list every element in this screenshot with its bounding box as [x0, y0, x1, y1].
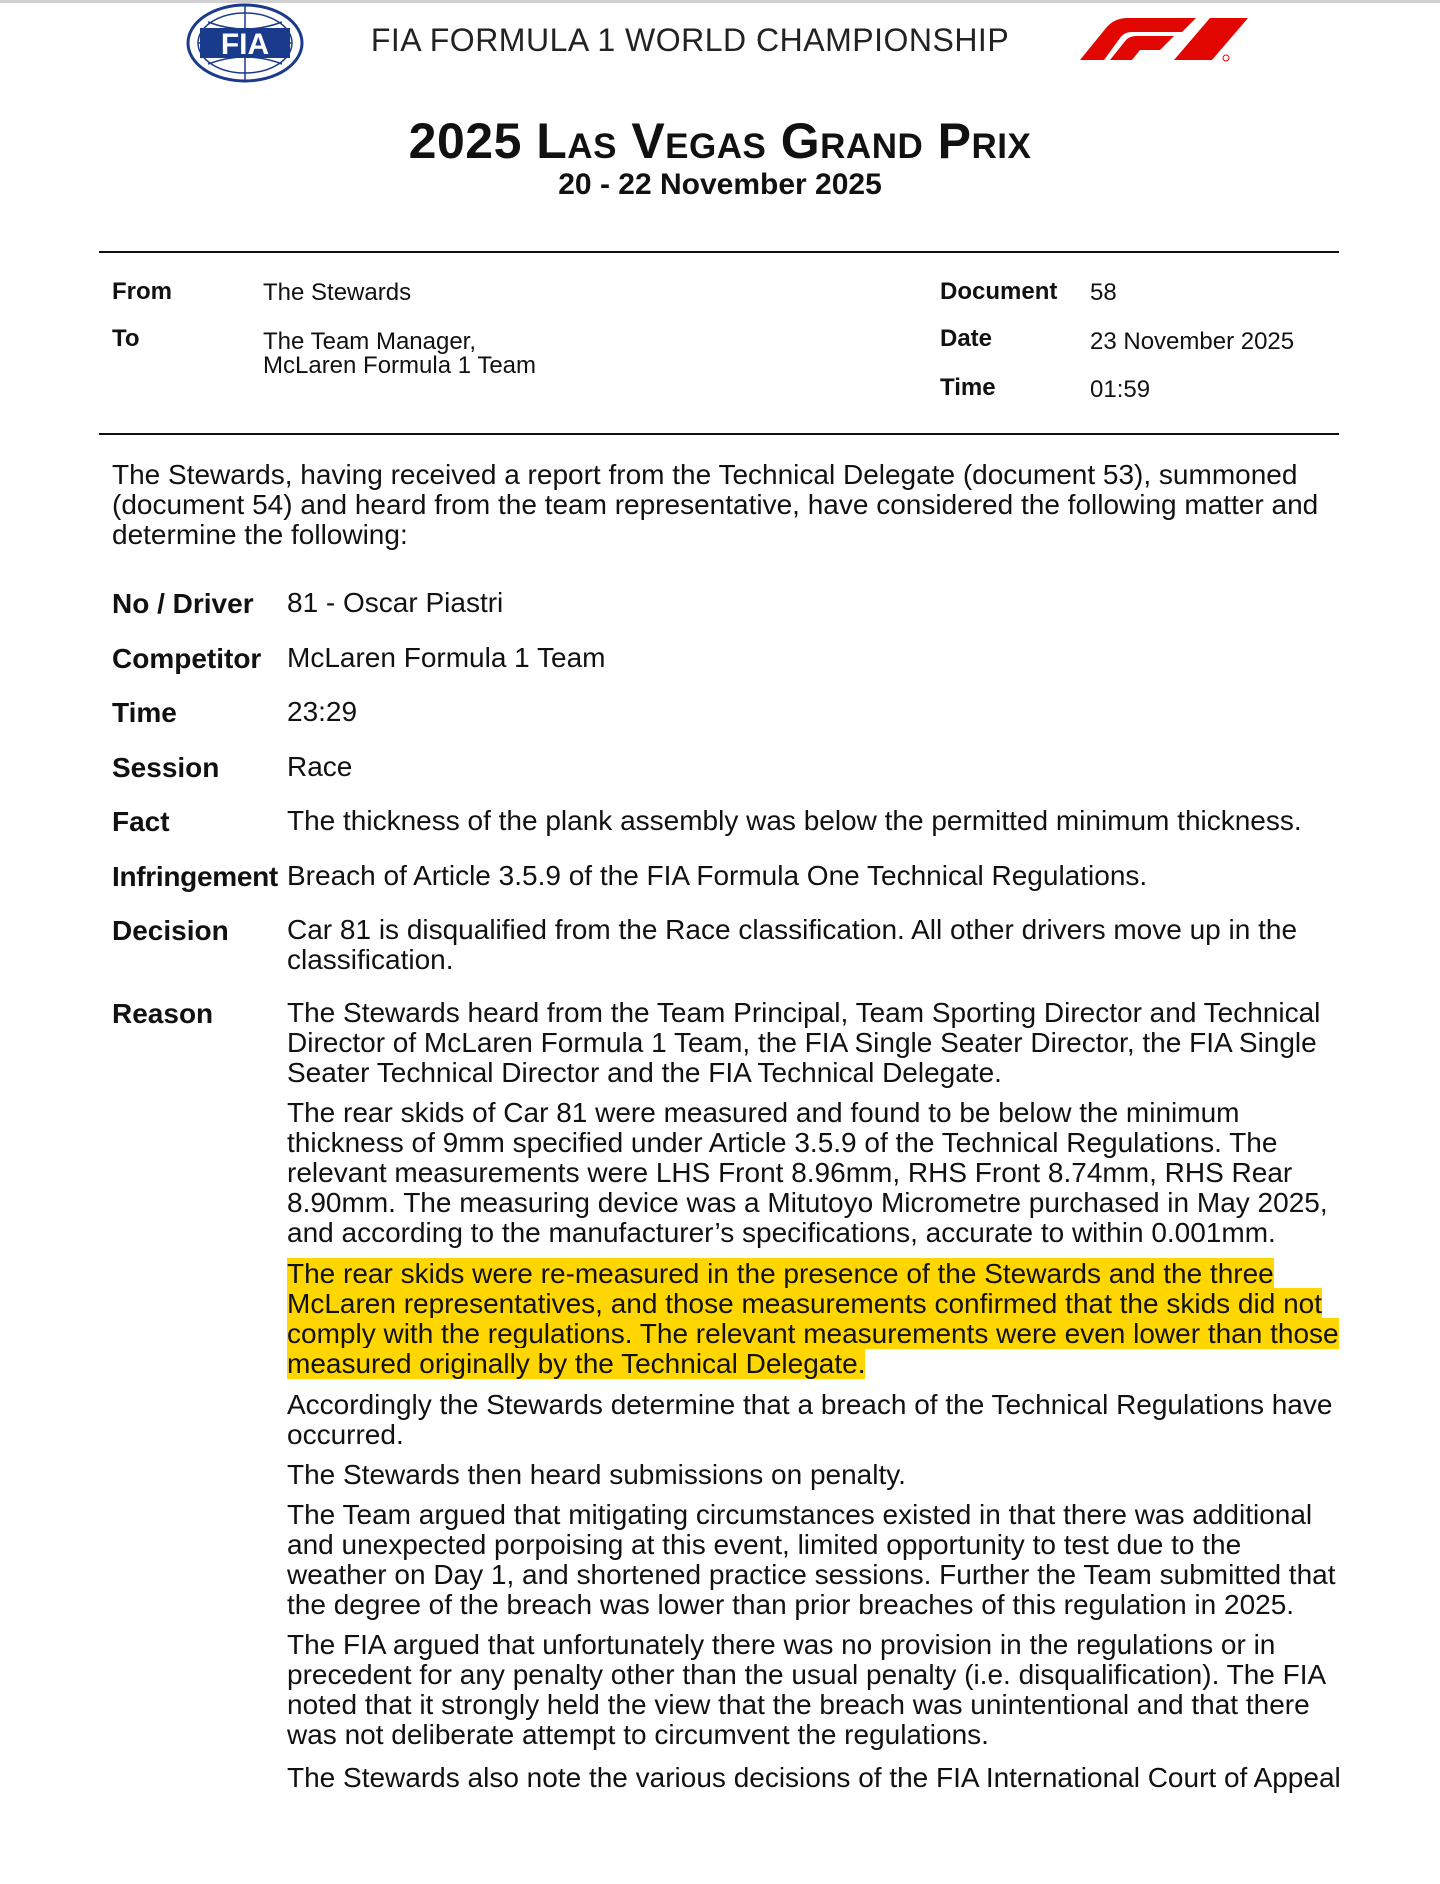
driver-label: No / Driver: [112, 588, 254, 619]
fact-label: Fact: [112, 806, 170, 837]
to-value-line1: The Team Manager,: [263, 328, 477, 355]
decision-label: Decision: [112, 915, 229, 946]
session-label: Session: [112, 752, 220, 783]
f1-logo: [1078, 14, 1250, 62]
reason-paragraph-2: The rear skids of Car 81 were measured and found to be below the minimum thickness of 9mm specified under Article 3.5.9 of the Technical Regulations. The relevant measurements were LHS Front 8.96mm, RHS Front 8.74mm, RHS Rear 8.90mm. The measuring device was a Mitutoyo Micrometre purchased in May 2025, and according to the manufacturer’s specifications, accurate to within 0.001mm.: [287, 1097, 1328, 1248]
reason-paragraph-4: Accordingly the Stewards determine that a breach of the Technical Regulations have occurred.: [287, 1389, 1333, 1450]
decision-value: Car 81 is disqualified from the Race classification. All other drivers move up in the classification.: [287, 914, 1298, 975]
fact-value: The thickness of the plank assembly was below the permitted minimum thickness.: [287, 805, 1302, 836]
highlighted-text: The rear skids were re-measured in the presence of the Stewards and the three McLaren representatives, and those measurements confirmed that the skids did not comply with the regulations. The relevant measurements were even lower than those measured originally by the Technical Delegate.: [287, 1258, 1339, 1379]
date-label: Date: [940, 325, 993, 352]
reason-paragraph-6: The Team argued that mitigating circumstances existed in that there was additional and unexpected porpoising at this event, limited opportunity to test due to the weather on Day 1, and shortened practice sessions. Further the Team submitted that the degree of the breach was lower than prior breaches of this regulation in 2025.: [287, 1499, 1336, 1620]
competitor-value: McLaren Formula 1 Team: [287, 642, 606, 673]
to-value-line2: McLaren Formula 1 Team: [263, 352, 536, 379]
reason-label: Reason: [112, 998, 214, 1029]
header-divider-bottom: [99, 433, 1339, 435]
date-value: 23 November 2025: [1090, 328, 1295, 355]
to-label: To: [112, 325, 140, 352]
infringement-value: Breach of Article 3.5.9 of the FIA Formula One Technical Regulations.: [287, 860, 1148, 891]
driver-value: 81 - Oscar Piastri: [287, 587, 504, 618]
time-field-value: 23:29: [287, 696, 358, 727]
reason-paragraph-3-highlighted: [287, 1259, 1347, 1379]
time-label: Time: [940, 374, 996, 401]
document-label: Document: [940, 278, 1058, 305]
svg-text:FIA: FIA: [220, 28, 270, 61]
header-divider-top: [99, 251, 1339, 253]
event-dates: 20 - 22 November 2025: [558, 168, 882, 201]
fia-logo: [186, 2, 304, 84]
reason-paragraph-8: The Stewards also note the various decisions of the FIA International Court of Appeal: [287, 1762, 1341, 1793]
event-title: 2025 Las Vegas Grand Prix: [408, 113, 1032, 169]
from-value: The Stewards: [263, 279, 412, 306]
competitor-label: Competitor: [112, 643, 262, 674]
reason-paragraph-1: The Stewards heard from the Team Principal, Team Sporting Director and Technical Director of McLaren Formula 1 Team, the FIA Single Seater Director, the FIA Single Seater Technical Director and the FIA Technical Delegate.: [287, 997, 1321, 1088]
infringement-label: Infringement: [112, 861, 278, 892]
championship-title: FIA FORMULA 1 WORLD CHAMPIONSHIP: [370, 22, 1010, 58]
time-field-label: Time: [112, 697, 177, 728]
reason-paragraph-5: The Stewards then heard submissions on penalty.: [287, 1459, 906, 1490]
document-value: 58: [1090, 279, 1117, 306]
time-value: 01:59: [1090, 376, 1151, 403]
from-label: From: [112, 278, 172, 305]
intro-paragraph: The Stewards, having received a report from the Technical Delegate (document 53), summoned (document 54) and heard from the team representative, have considered the following matter and determine the following:: [112, 459, 1319, 550]
reason-paragraph-7: The FIA argued that unfortunately there was no provision in the regulations or in precedent for any penalty other than the usual penalty (i.e. disqualification). The FIA noted that it strongly held the view that the breach was unintentional and that there was not deliberate attempt to circumvent the regulations.: [287, 1629, 1325, 1750]
session-value: Race: [287, 751, 353, 782]
